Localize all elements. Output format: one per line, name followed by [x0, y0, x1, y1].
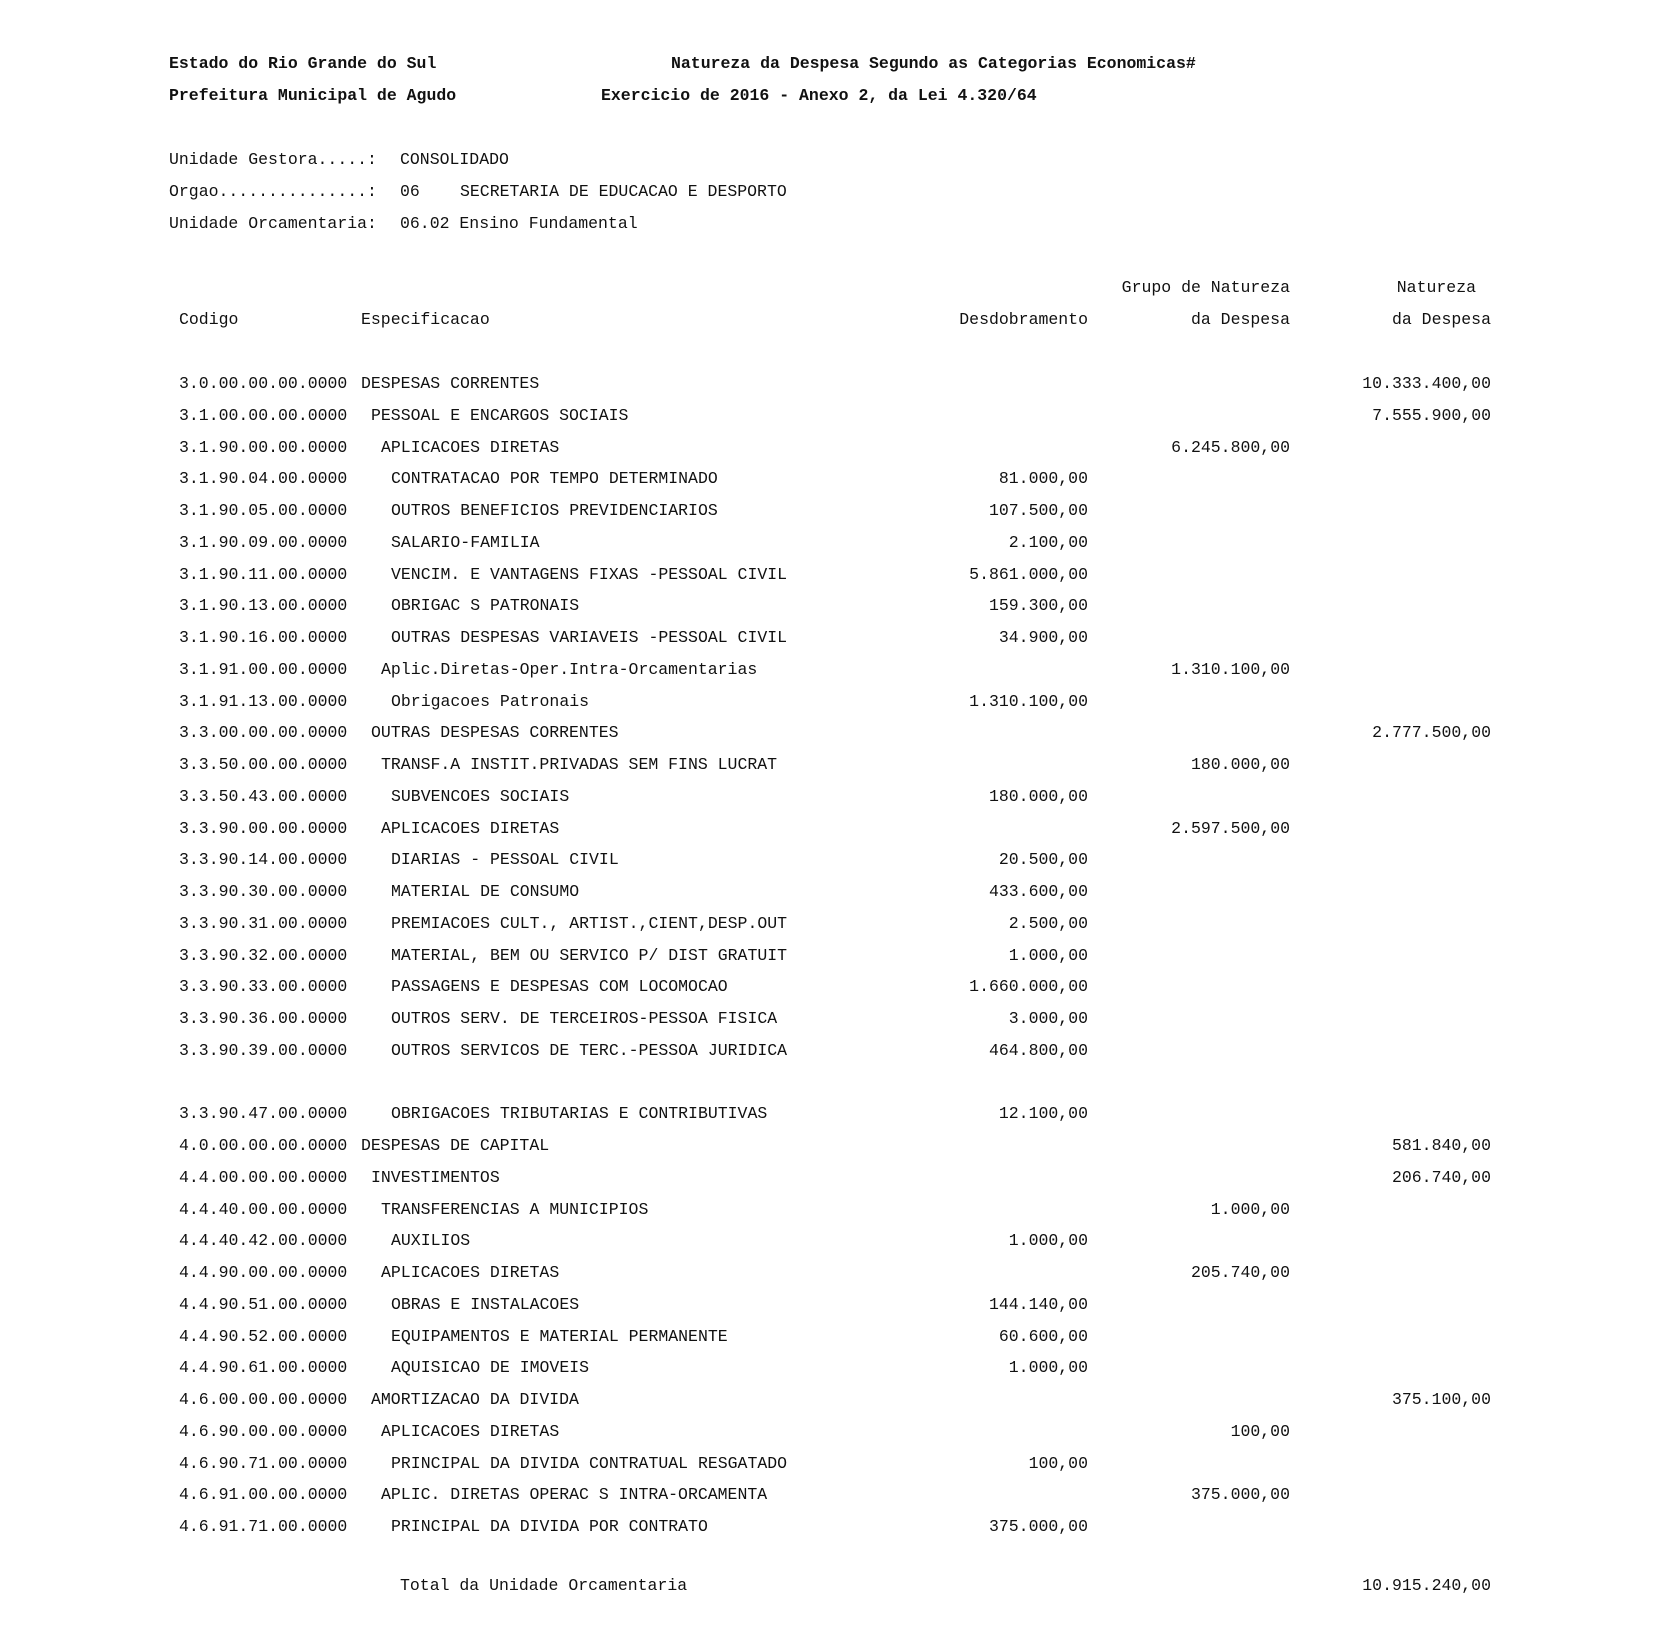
row-code: 3.1.91.13.00.0000 [179, 691, 348, 711]
row-natureza: 7.555.900,00 [1372, 405, 1491, 425]
row-desdobramento: 375.000,00 [988, 1517, 1088, 1536]
row-desdobramento: 34.900,00 [998, 628, 1088, 647]
row-especificacao: TRANSFERENCIAS A MUNICIPIOS [381, 1199, 649, 1219]
table-row [0, 723, 1653, 743]
row-especificacao: PESSOAL E ENCARGOS SOCIAIS [371, 405, 629, 425]
row-grupo-natureza: 375.000,00 [1190, 1485, 1290, 1505]
row-especificacao: APLICACOES DIRETAS [381, 818, 560, 838]
table-row [0, 1009, 1653, 1029]
row-desdobramento: 180.000,00 [988, 786, 1088, 806]
table-row [0, 1358, 1653, 1378]
row-code: 4.4.90.52.00.0000 [179, 1326, 348, 1346]
row-desdobramento: 464.800,00 [988, 1040, 1088, 1060]
row-desdobramento: 107.500,00 [988, 501, 1088, 520]
row-especificacao: APLICACOES DIRETAS [381, 1263, 560, 1282]
row-code: 3.1.90.09.00.0000 [179, 532, 348, 552]
table-row [0, 1136, 1653, 1156]
row-code: 4.6.00.00.00.0000 [179, 1390, 348, 1409]
table-row [0, 1454, 1653, 1474]
row-desdobramento: 81.000,00 [998, 469, 1088, 489]
table-row [0, 660, 1653, 680]
col-grupo-header-line2: da Despesa [1190, 310, 1290, 329]
unidade-orcamentaria-label: Unidade Orcamentaria: [169, 214, 377, 233]
row-code: 3.3.50.43.00.0000 [179, 786, 348, 806]
row-grupo-natureza: 205.740,00 [1190, 1263, 1290, 1282]
table-row [0, 1327, 1653, 1347]
table-row [0, 1200, 1653, 1220]
table-row [0, 692, 1653, 712]
table-row [0, 1517, 1653, 1537]
table-row [0, 882, 1653, 902]
table-row [0, 374, 1653, 394]
table-row [0, 1485, 1653, 1505]
row-desdobramento: 12.100,00 [998, 1104, 1088, 1124]
row-code: 3.1.91.00.00.0000 [179, 659, 348, 679]
table-row [0, 1041, 1653, 1061]
table-row [0, 438, 1653, 458]
total-value: 10.915.240,00 [1362, 1576, 1491, 1595]
row-code: 4.4.40.00.00.0000 [179, 1199, 348, 1219]
table-row [0, 946, 1653, 966]
row-desdobramento: 2.100,00 [1008, 532, 1088, 552]
col-natureza-header-line1: Natureza [1396, 278, 1476, 297]
row-natureza: 581.840,00 [1391, 1136, 1491, 1155]
row-grupo-natureza: 6.245.800,00 [1171, 437, 1290, 457]
col-natureza-header-line2: da Despesa [1391, 310, 1491, 329]
table-row [0, 914, 1653, 934]
row-code: 3.3.90.31.00.0000 [179, 913, 348, 933]
row-code: 3.3.90.36.00.0000 [179, 1009, 348, 1028]
row-especificacao: PRINCIPAL DA DIVIDA POR CONTRATO [391, 1517, 708, 1536]
row-especificacao: Obrigacoes Patronais [391, 691, 590, 711]
table-row [0, 1231, 1653, 1251]
row-code: 3.1.00.00.00.0000 [179, 405, 348, 425]
row-desdobramento: 20.500,00 [998, 850, 1088, 870]
row-especificacao: AMORTIZACAO DA DIVIDA [371, 1390, 579, 1409]
row-code: 4.6.91.00.00.0000 [179, 1485, 348, 1505]
row-especificacao: INVESTIMENTOS [371, 1167, 500, 1187]
row-desdobramento: 100,00 [1028, 1453, 1088, 1473]
row-especificacao: AUXILIOS [391, 1231, 471, 1251]
row-especificacao: CONTRATACAO POR TEMPO DETERMINADO [391, 469, 718, 489]
unidade-gestora-value: CONSOLIDADO [400, 150, 509, 169]
row-code: 3.1.90.11.00.0000 [179, 564, 348, 584]
row-especificacao: AQUISICAO DE IMOVEIS [391, 1358, 590, 1378]
table-row [0, 977, 1653, 997]
unidade-gestora-label: Unidade Gestora.....: [169, 150, 377, 169]
table-row [0, 850, 1653, 870]
row-code: 3.1.90.16.00.0000 [179, 628, 348, 647]
table-row [0, 755, 1653, 775]
row-natureza: 10.333.400,00 [1362, 374, 1491, 393]
table-row [0, 406, 1653, 426]
row-desdobramento: 433.600,00 [988, 882, 1088, 901]
row-especificacao: APLICACOES DIRETAS [381, 437, 560, 457]
row-especificacao: PRINCIPAL DA DIVIDA CONTRATUAL RESGATADO [391, 1453, 788, 1473]
row-desdobramento: 1.000,00 [1008, 1231, 1088, 1251]
row-especificacao: OBRIGAC S PATRONAIS [391, 596, 580, 616]
report-subtitle: Exercicio de 2016 - Anexo 2, da Lei 4.320/64 [601, 86, 1037, 105]
row-especificacao: OBRAS E INSTALACOES [391, 1294, 580, 1314]
row-code: 4.0.00.00.00.0000 [179, 1136, 348, 1155]
row-desdobramento: 1.000,00 [1008, 1358, 1088, 1378]
row-code: 4.6.90.00.00.0000 [179, 1421, 348, 1441]
col-especificacao-header: Especificacao [361, 310, 490, 329]
row-code: 3.0.00.00.00.0000 [179, 374, 348, 393]
row-code: 3.1.90.00.00.0000 [179, 437, 348, 457]
row-code: 4.4.90.51.00.0000 [179, 1294, 348, 1314]
row-code: 3.3.90.00.00.0000 [179, 818, 348, 838]
table-row [0, 596, 1653, 616]
row-especificacao: EQUIPAMENTOS E MATERIAL PERMANENTE [391, 1326, 728, 1346]
row-especificacao: MATERIAL DE CONSUMO [391, 882, 580, 901]
row-code: 4.6.90.71.00.0000 [179, 1453, 348, 1473]
unidade-orcamentaria-value: 06.02 Ensino Fundamental [400, 214, 638, 233]
row-desdobramento: 3.000,00 [1008, 1009, 1088, 1028]
row-especificacao: DIARIAS - PESSOAL CIVIL [391, 850, 619, 870]
row-especificacao: OUTROS BENEFICIOS PREVIDENCIARIOS [391, 501, 718, 520]
row-desdobramento: 1.310.100,00 [969, 691, 1088, 711]
row-especificacao: VENCIM. E VANTAGENS FIXAS -PESSOAL CIVIL [391, 564, 788, 584]
col-grupo-header-line1: Grupo de Natureza [1121, 278, 1290, 297]
col-codigo-header: Codigo [179, 310, 239, 329]
row-desdobramento: 1.660.000,00 [969, 977, 1088, 997]
row-desdobramento: 60.600,00 [998, 1326, 1088, 1346]
table-row [0, 819, 1653, 839]
row-especificacao: APLICACOES DIRETAS [381, 1421, 560, 1441]
row-especificacao: MATERIAL, BEM OU SERVICO P/ DIST GRATUIT [391, 945, 788, 965]
row-code: 4.4.40.42.00.0000 [179, 1231, 348, 1251]
table-row [0, 1168, 1653, 1188]
row-especificacao: OBRIGACOES TRIBUTARIAS E CONTRIBUTIVAS [391, 1104, 768, 1124]
row-desdobramento: 159.300,00 [988, 596, 1088, 616]
row-code: 4.4.90.00.00.0000 [179, 1263, 348, 1282]
row-especificacao: OUTROS SERV. DE TERCEIROS-PESSOA FISICA [391, 1009, 778, 1028]
row-especificacao: DESPESAS CORRENTES [361, 374, 540, 393]
row-code: 3.3.90.30.00.0000 [179, 882, 348, 901]
orgao-value: SECRETARIA DE EDUCACAO E DESPORTO [460, 182, 787, 201]
row-especificacao: APLIC. DIRETAS OPERAC S INTRA-ORCAMENTA [381, 1485, 768, 1505]
row-code: 3.3.50.00.00.0000 [179, 755, 348, 774]
table-row [0, 1104, 1653, 1124]
report-title: Natureza da Despesa Segundo as Categorias Economicas# [671, 54, 1196, 73]
row-especificacao: DESPESAS DE CAPITAL [361, 1136, 550, 1155]
table-row [0, 565, 1653, 585]
row-desdobramento: 144.140,00 [988, 1294, 1088, 1314]
table-row [0, 1422, 1653, 1442]
col-desdobramento-header: Desdobramento [959, 310, 1088, 329]
row-especificacao: PASSAGENS E DESPESAS COM LOCOMOCAO [391, 977, 728, 997]
row-grupo-natureza: 1.310.100,00 [1171, 659, 1290, 679]
row-especificacao: Aplic.Diretas-Oper.Intra-Orcamentarias [381, 659, 758, 679]
row-especificacao: TRANSF.A INSTIT.PRIVADAS SEM FINS LUCRAT [381, 755, 778, 774]
table-row [0, 1263, 1653, 1283]
row-grupo-natureza: 180.000,00 [1190, 755, 1290, 774]
total-label: Total da Unidade Orcamentaria [400, 1576, 688, 1595]
row-code: 3.3.00.00.00.0000 [179, 723, 348, 743]
row-code: 3.3.90.33.00.0000 [179, 977, 348, 997]
row-code: 3.1.90.04.00.0000 [179, 469, 348, 489]
row-code: 3.3.90.14.00.0000 [179, 850, 348, 870]
row-code: 3.3.90.39.00.0000 [179, 1040, 348, 1060]
row-especificacao: SUBVENCOES SOCIAIS [391, 786, 570, 806]
row-code: 4.6.91.71.00.0000 [179, 1517, 348, 1536]
municipality-name: Prefeitura Municipal de Agudo [169, 86, 457, 105]
row-code: 4.4.90.61.00.0000 [179, 1358, 348, 1378]
row-especificacao: OUTRAS DESPESAS VARIAVEIS -PESSOAL CIVIL [391, 628, 788, 647]
table-row [0, 787, 1653, 807]
row-especificacao: SALARIO-FAMILIA [391, 532, 540, 552]
row-especificacao: PREMIACOES CULT., ARTIST.,CIENT,DESP.OUT [391, 913, 788, 933]
row-desdobramento: 1.000,00 [1008, 945, 1088, 965]
row-natureza: 2.777.500,00 [1372, 723, 1491, 743]
row-grupo-natureza: 100,00 [1230, 1421, 1290, 1441]
row-especificacao: OUTRAS DESPESAS CORRENTES [371, 723, 619, 743]
row-code: 3.1.90.05.00.0000 [179, 501, 348, 520]
row-code: 3.1.90.13.00.0000 [179, 596, 348, 616]
table-row [0, 533, 1653, 553]
row-code: 3.3.90.32.00.0000 [179, 945, 348, 965]
row-grupo-natureza: 2.597.500,00 [1171, 818, 1290, 838]
row-desdobramento: 2.500,00 [1008, 913, 1088, 933]
table-row [0, 1390, 1653, 1410]
row-code: 3.3.90.47.00.0000 [179, 1104, 348, 1124]
table-row [0, 1295, 1653, 1315]
row-natureza: 375.100,00 [1391, 1390, 1491, 1409]
table-row [0, 628, 1653, 648]
row-grupo-natureza: 1.000,00 [1210, 1199, 1290, 1219]
row-code: 4.4.00.00.00.0000 [179, 1167, 348, 1187]
table-row [0, 469, 1653, 489]
row-desdobramento: 5.861.000,00 [969, 564, 1088, 584]
orgao-code: 06 [400, 182, 420, 201]
row-natureza: 206.740,00 [1391, 1167, 1491, 1187]
table-row [0, 501, 1653, 521]
state-name: Estado do Rio Grande do Sul [169, 54, 437, 73]
row-especificacao: OUTROS SERVICOS DE TERC.-PESSOA JURIDICA [391, 1040, 788, 1060]
orgao-label: Orgao...............: [169, 182, 377, 201]
